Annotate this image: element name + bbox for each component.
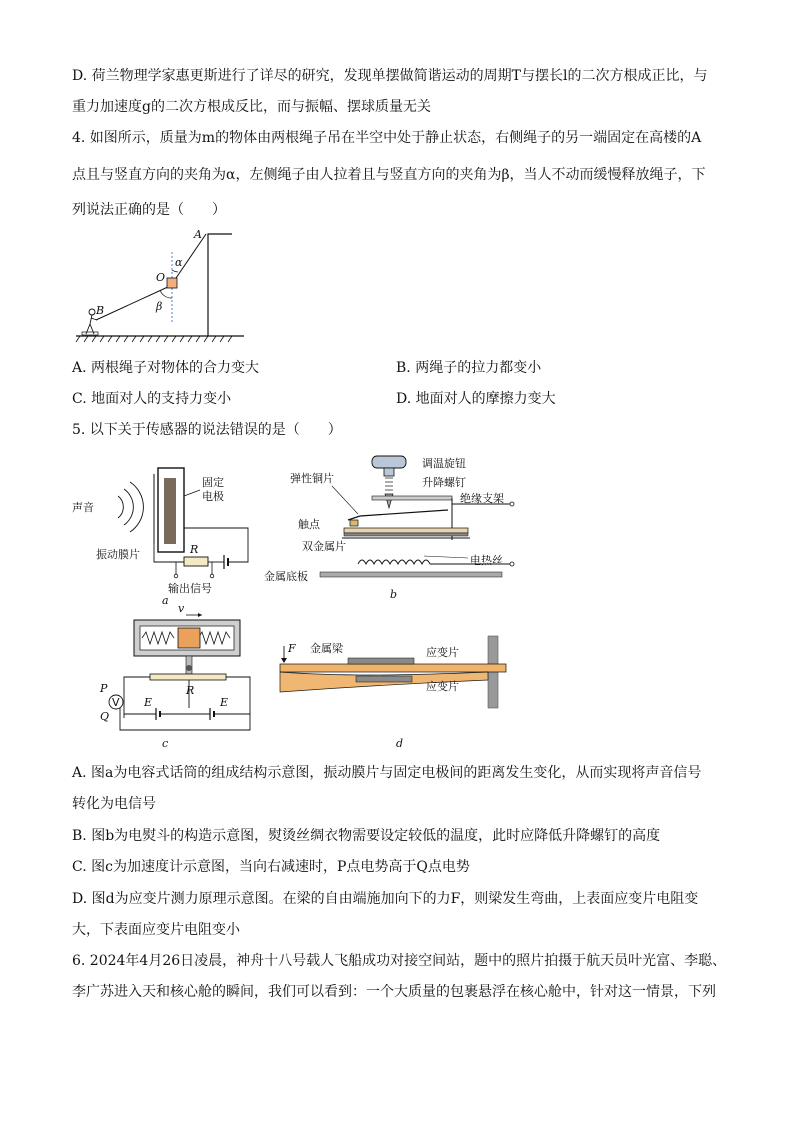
fig-b-heater-label: 电热丝 — [470, 554, 503, 567]
q6-line2: 李广苏进入天和核心舱的瞬间，我们可以看到：一个大质量的包裹悬浮在核心舱中，针对这一情景，下列 — [72, 984, 716, 1000]
q5-option-d-line2: 大，下表面应变片电阻变小 — [72, 922, 240, 938]
fig-d-f-label: F — [288, 642, 296, 655]
fig-b-screw-label: 升降螺钉 — [422, 476, 466, 489]
q4-label-alpha: α — [175, 256, 183, 269]
q4-figure — [72, 224, 252, 346]
fig-a-membrane-label: 振动膜片 — [96, 548, 140, 561]
q3-option-d-line1: D. 荷兰物理学家惠更斯进行了详尽的研究，发现单摆做简谐运动的周期T与摆长l的二次方根成正比，与 — [72, 68, 708, 84]
fig-b-base-label: 金属底板 — [264, 570, 308, 583]
fig-a-fixed-label-1: 固定 — [202, 476, 224, 489]
q4-option-d: D. 地面对人的摩擦力变大 — [396, 391, 556, 407]
fig-c-v-label: v — [178, 602, 185, 615]
q5-option-c: C. 图c为加速度计示意图，当向右减速时，P点电势高于Q点电势 — [72, 859, 470, 875]
q5-figure-a — [72, 456, 257, 606]
q5-figure-d — [276, 632, 516, 750]
fig-b-knob-label: 调温旋钮 — [422, 457, 466, 470]
fig-a-sound-label: 声音 — [72, 501, 94, 514]
q5-option-a-line2: 转化为电信号 — [72, 796, 156, 812]
fig-b-bracket-label: 绝缘支架 — [460, 492, 504, 505]
fig-a-fixed-label-2: 电极 — [202, 490, 224, 503]
q5-figure-c — [98, 602, 258, 750]
fig-c-e2-label: E — [220, 696, 229, 709]
fig-c-r-label: R — [186, 684, 195, 697]
q4-label-a: A — [194, 228, 202, 241]
q5-option-d-line1: D. 图d为应变片测力原理示意图。在梁的自由端施加向下的力F，则梁发生弯曲，上表面应变片电阻变 — [72, 891, 699, 907]
q4-stem-line2: 点且与竖直方向的夹角为α，左侧绳子由人拉着且与竖直方向的夹角为β，当人不动而缓慢释放绳子，下 — [72, 167, 706, 183]
fig-d-gauge2-label: 应变片 — [426, 680, 459, 693]
q4-option-a: A. 两根绳子对物体的合力变大 — [72, 360, 260, 376]
q3-option-d-line2: 重力加速度g的二次方根成反比，而与振幅、摆球质量无关 — [72, 99, 431, 115]
fig-a-output-label: 输出信号 — [168, 582, 212, 595]
q5-stem: 5. 以下关于传感器的说法错误的是（ ） — [72, 422, 342, 438]
fig-a-r-label: R — [190, 543, 199, 556]
fig-c-e1-label: E — [144, 696, 153, 709]
q5-figure-b — [264, 452, 534, 604]
fig-d-beam-label: 金属梁 — [310, 642, 343, 655]
q4-stem-line1: 4. 如图所示，质量为m的物体由两根绳子吊在半空中处于静止状态，右侧绳子的另一端固定在高楼的A — [72, 130, 702, 146]
fig-b-caption: b — [390, 588, 398, 601]
q4-option-b: B. 两绳子的拉力都变小 — [396, 360, 542, 376]
fig-c-v-meter-label: V — [112, 696, 120, 709]
q4-label-o: O — [156, 271, 166, 284]
q4-option-c: C. 地面对人的支持力变小 — [72, 391, 232, 407]
fig-c-q-label: Q — [100, 710, 110, 723]
fig-c-caption: c — [162, 737, 169, 750]
fig-c-p-label: P — [100, 682, 108, 695]
q6-line1: 6. 2024年4月26日凌晨，神舟十八号载人飞船成功对接空间站，题中的照片拍摄于航天员叶光富、李聪、 — [72, 953, 727, 969]
fig-b-contact-label: 触点 — [298, 518, 320, 531]
fig-b-bimetal-label: 双金属片 — [302, 540, 346, 553]
q5-option-b: B. 图b为电熨斗的构造示意图，熨烫丝绸衣物需要设定较低的温度，此时应降低升降螺钉的高度 — [72, 828, 661, 844]
q4-label-beta: β — [156, 300, 163, 313]
q4-stem-line3: 列说法正确的是（ ） — [72, 202, 226, 218]
fig-a-caption: a — [162, 594, 169, 606]
fig-b-copper-label: 弹性铜片 — [290, 472, 334, 485]
fig-d-caption: d — [396, 737, 404, 750]
q4-label-b: B — [96, 304, 105, 317]
q5-option-a-line1: A. 图a为电容式话筒的组成结构示意图，振动膜片与固定电极间的距离发生变化，从而实现将声音信号 — [72, 765, 702, 781]
fig-d-gauge1-label: 应变片 — [426, 646, 459, 659]
